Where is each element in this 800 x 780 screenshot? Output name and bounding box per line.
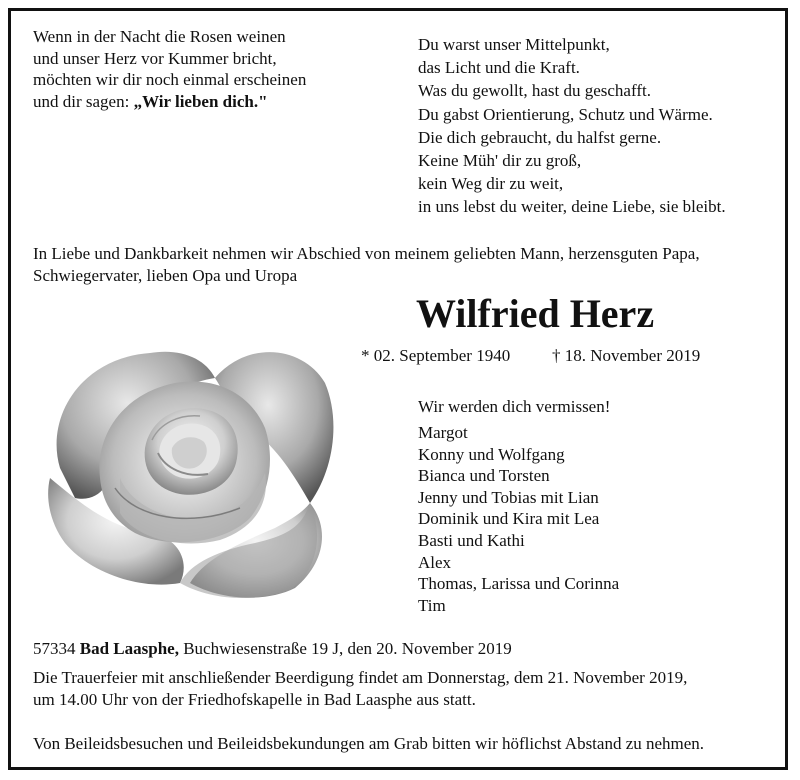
verse-right-line: kein Weg dir zu weit, — [418, 174, 564, 194]
family-member: Thomas, Larissa und Corinna — [418, 574, 620, 594]
family-member: Margot — [418, 423, 468, 442]
verse-right-line: Du gabst Orientierung, Schutz und Wärme. — [418, 104, 713, 124]
verse-right-line: in uns lebst du weiter, deine Liebe, sie bleibt. — [418, 197, 726, 217]
verse-left-last-line — [33, 91, 306, 113]
verse-right-line: Was du gewollt, hast du geschafft. — [418, 81, 651, 101]
address-date: Buchwiesenstraße 19 J, den 20. November 2019 — [183, 639, 512, 658]
place-date-line — [33, 638, 512, 660]
service-line: Die Trauerfeier mit anschließender Beerdigung findet am Donnerstag, dem 21. November 2019, — [33, 668, 688, 687]
verse-right-line: Die dich gebraucht, du halfst gerne. — [418, 127, 662, 147]
service-text — [33, 667, 687, 710]
family-list — [418, 422, 619, 616]
farewell-line: Schwiegervater, lieben Opa und Uropa — [33, 265, 298, 285]
verse-right-line: Du warst unser Mittelpunkt, — [418, 35, 610, 54]
postcode: 57334 — [33, 639, 76, 658]
verse-left-line: und unser Herz vor Kummer bricht, — [33, 48, 277, 68]
family-member: Konny und Wolfgang — [418, 444, 565, 464]
condolence-note: Von Beileidsbesuchen und Beileidsbekundungen am Grab bitten wir höflichst Abstand zu nehmen. — [33, 734, 705, 753]
family-member: Jenny und Tobias mit Lian — [418, 487, 599, 507]
verse-left-line: Wenn in der Nacht die Rosen weinen — [33, 27, 286, 46]
verse-right — [418, 33, 726, 219]
birth-date: * 02. September 1940 — [361, 346, 511, 365]
verse-left — [33, 26, 306, 112]
family-member: Dominik und Kira mit Lea — [418, 509, 600, 529]
farewell-text — [33, 243, 700, 286]
family-member: Alex — [418, 552, 452, 572]
city: Bad Laasphe, — [79, 639, 179, 658]
family-member: Bianca und Torsten — [418, 466, 550, 486]
verse-left-emphasis: „Wir lieben dich." — [133, 91, 268, 111]
family-member: Tim — [418, 595, 446, 615]
verse-left-prefix: und dir sagen: — [33, 91, 134, 111]
verse-left-line: möchten wir dir noch einmal erscheinen — [33, 70, 307, 89]
miss-line: Wir werden dich vermissen! — [418, 397, 611, 416]
deceased-name: Wilfried Herz — [416, 291, 655, 336]
farewell-line: In Liebe und Dankbarkeit nehmen wir Abschied von meinem geliebten Mann, herzensguten Papa, — [33, 244, 700, 263]
death-date: † 18. November 2019 — [552, 346, 701, 365]
service-line: um 14.00 Uhr von der Friedhofskapelle in Bad Laasphe aus statt. — [33, 689, 476, 709]
family-member: Basti und Kathi — [418, 530, 525, 550]
verse-right-line: Keine Müh' dir zu groß, — [418, 151, 582, 171]
verse-right-line: das Licht und die Kraft. — [418, 58, 580, 78]
rose-image — [40, 328, 340, 603]
